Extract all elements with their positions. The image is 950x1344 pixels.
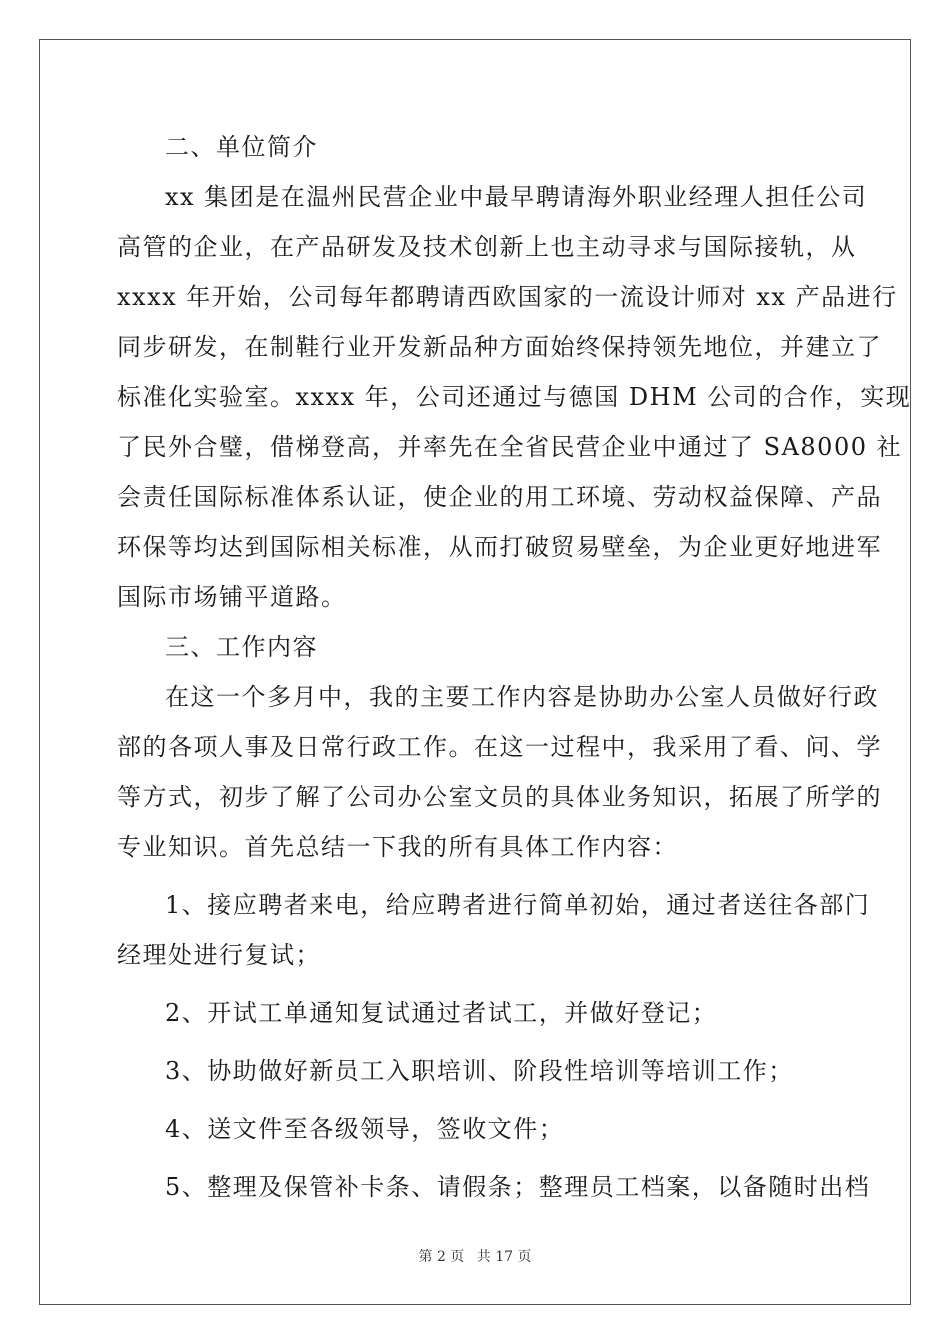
total-pages: 共 17 页 — [476, 1249, 532, 1265]
section-heading-unit-intro: 二、单位简介 — [165, 133, 318, 161]
paragraph-line: 国际市场铺平道路。 — [117, 583, 347, 611]
list-item-1: 1、接应聘者来电，给应聘者进行简单初始，通过者送往各部门 — [165, 891, 871, 919]
paragraph-line: 了民外合璧，借梯登高，并率先在全省民营企业中通过了 SA8000 社 — [117, 433, 903, 461]
paragraph-line: 部的各项人事及日常行政工作。在这一过程中，我采用了看、问、学 — [117, 733, 882, 761]
list-item-4: 4、送文件至各级领导，签收文件； — [165, 1115, 565, 1143]
paragraph-line: 环保等均达到国际相关标准，从而打破贸易壁垒，为企业更好地进军 — [117, 533, 882, 561]
list-item-3: 3、协助做好新员工入职培训、阶段性培训等培训工作； — [165, 1057, 794, 1085]
paragraph-line: 在这一个多月中，我的主要工作内容是协助办公室人员做好行政 — [165, 683, 879, 711]
section-heading-work-content: 三、工作内容 — [165, 633, 318, 661]
paragraph-line: xx 集团是在温州民营企业中最早聘请海外职业经理人担任公司 — [165, 183, 868, 211]
paragraph-line: 等方式，初步了解了公司办公室文员的具体业务知识，拓展了所学的 — [117, 783, 882, 811]
list-item-1-continued: 经理处进行复试； — [117, 941, 321, 969]
paragraph-line: xxxx 年开始，公司每年都聘请西欧国家的一流设计师对 xx 产品进行 — [117, 283, 898, 311]
paragraph-line: 高管的企业，在产品研发及技术创新上也主动寻求与国际接轨，从 — [117, 233, 857, 261]
paragraph-line: 同步研发，在制鞋行业开发新品种方面始终保持领先地位，并建立了 — [117, 333, 882, 361]
paragraph-line: 专业知识。首先总结一下我的所有具体工作内容： — [117, 833, 678, 861]
document-body — [117, 122, 912, 1212]
paragraph-line: 标准化实验室。xxxx 年，公司还通过与德国 DHM 公司的合作，实现 — [117, 383, 912, 411]
paragraph-line: 会责任国际标准体系认证，使企业的用工环境、劳动权益保障、产品 — [117, 483, 882, 511]
page-footer — [0, 1246, 950, 1266]
page-number: 第 2 页 — [418, 1249, 465, 1265]
list-item-5: 5、整理及保管补卡条、请假条；整理员工档案，以备随时出档 — [165, 1173, 871, 1201]
list-item-2: 2、开试工单通知复试通过者试工，并做好登记； — [165, 999, 718, 1027]
